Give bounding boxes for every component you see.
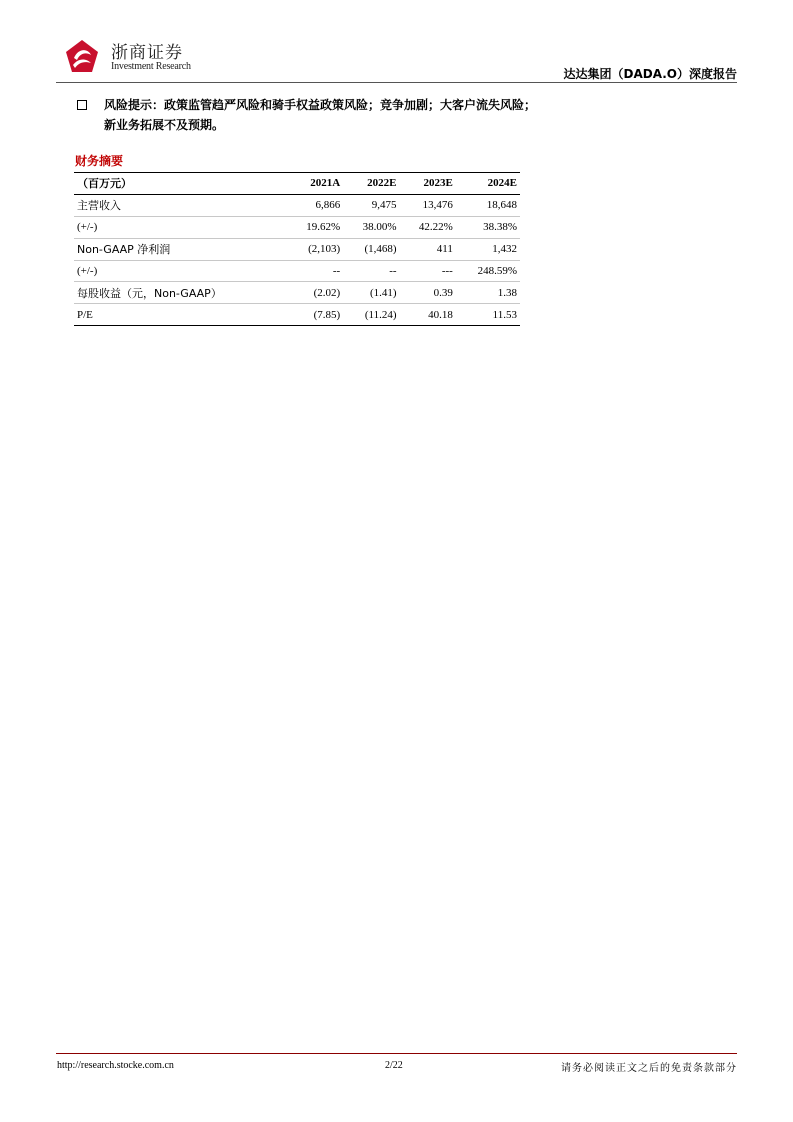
header-divider	[56, 82, 737, 83]
table-row	[74, 260, 520, 282]
table-cell: (2,103)	[287, 238, 343, 260]
table-row	[74, 238, 520, 260]
logo-english-name: Investment Research	[111, 61, 191, 72]
table-cell: 1.38	[456, 282, 520, 304]
table-cell: 1,432	[456, 238, 520, 260]
table-cell: 19.62%	[287, 216, 343, 238]
table-row	[74, 282, 520, 304]
risk-warning-text: 风险提示：政策监管趋严风险和骑手权益政策风险；竞争加剧；大客户流失风险；新业务拓展不及预期。	[104, 98, 537, 132]
table-cell: 18,648	[456, 194, 520, 216]
row-label: 每股收益（元，Non-GAAP）	[74, 282, 287, 304]
table-cell: (7.85)	[287, 304, 343, 326]
table-row	[74, 216, 520, 238]
column-header-2021a: 2021A	[287, 173, 343, 195]
table-cell: 411	[400, 238, 456, 260]
table-cell: (2.02)	[287, 282, 343, 304]
table-cell: 0.39	[400, 282, 456, 304]
risk-warning	[77, 95, 547, 135]
row-label: Non-GAAP 净利润	[74, 238, 287, 260]
row-label: P/E	[74, 304, 287, 326]
footer-divider	[56, 1053, 737, 1054]
table-cell: (11.24)	[343, 304, 399, 326]
company-logo-icon	[64, 38, 100, 74]
table-cell: --	[343, 260, 399, 282]
footer-disclaimer: 请务必阅读正文之后的免责条款部分	[561, 1063, 737, 1074]
column-header-unit: （百万元）	[74, 173, 287, 195]
column-header-2023e: 2023E	[400, 173, 456, 195]
table-cell: 9,475	[343, 194, 399, 216]
table-cell: (1,468)	[343, 238, 399, 260]
column-header-2022e: 2022E	[343, 173, 399, 195]
table-cell: 40.18	[400, 304, 456, 326]
table-cell: 42.22%	[400, 216, 456, 238]
document-title: 达达集团（DADA.O）深度报告	[563, 67, 737, 81]
table-cell: 13,476	[400, 194, 456, 216]
table-cell: ---	[400, 260, 456, 282]
table-cell: 248.59%	[456, 260, 520, 282]
table-cell: 38.38%	[456, 216, 520, 238]
financial-summary-title: 财务摘要	[75, 154, 124, 168]
checkbox-square-icon	[77, 100, 87, 110]
table-cell: 6,866	[287, 194, 343, 216]
table-row	[74, 194, 520, 216]
table-cell: 11.53	[456, 304, 520, 326]
table-header-row	[74, 173, 520, 195]
table-cell: (1.41)	[343, 282, 399, 304]
page-number: 2/22	[385, 1060, 403, 1071]
row-label: (+/-)	[74, 216, 287, 238]
financial-summary-table	[74, 172, 520, 326]
table-cell: --	[287, 260, 343, 282]
table-cell: 38.00%	[343, 216, 399, 238]
column-header-2024e: 2024E	[456, 173, 520, 195]
table-row	[74, 304, 520, 326]
footer-website-url[interactable]: http://research.stocke.com.cn	[57, 1060, 174, 1071]
row-label: 主营收入	[74, 194, 287, 216]
row-label: (+/-)	[74, 260, 287, 282]
logo-chinese-name: 浙商证券	[111, 43, 183, 63]
page-header	[56, 34, 737, 82]
